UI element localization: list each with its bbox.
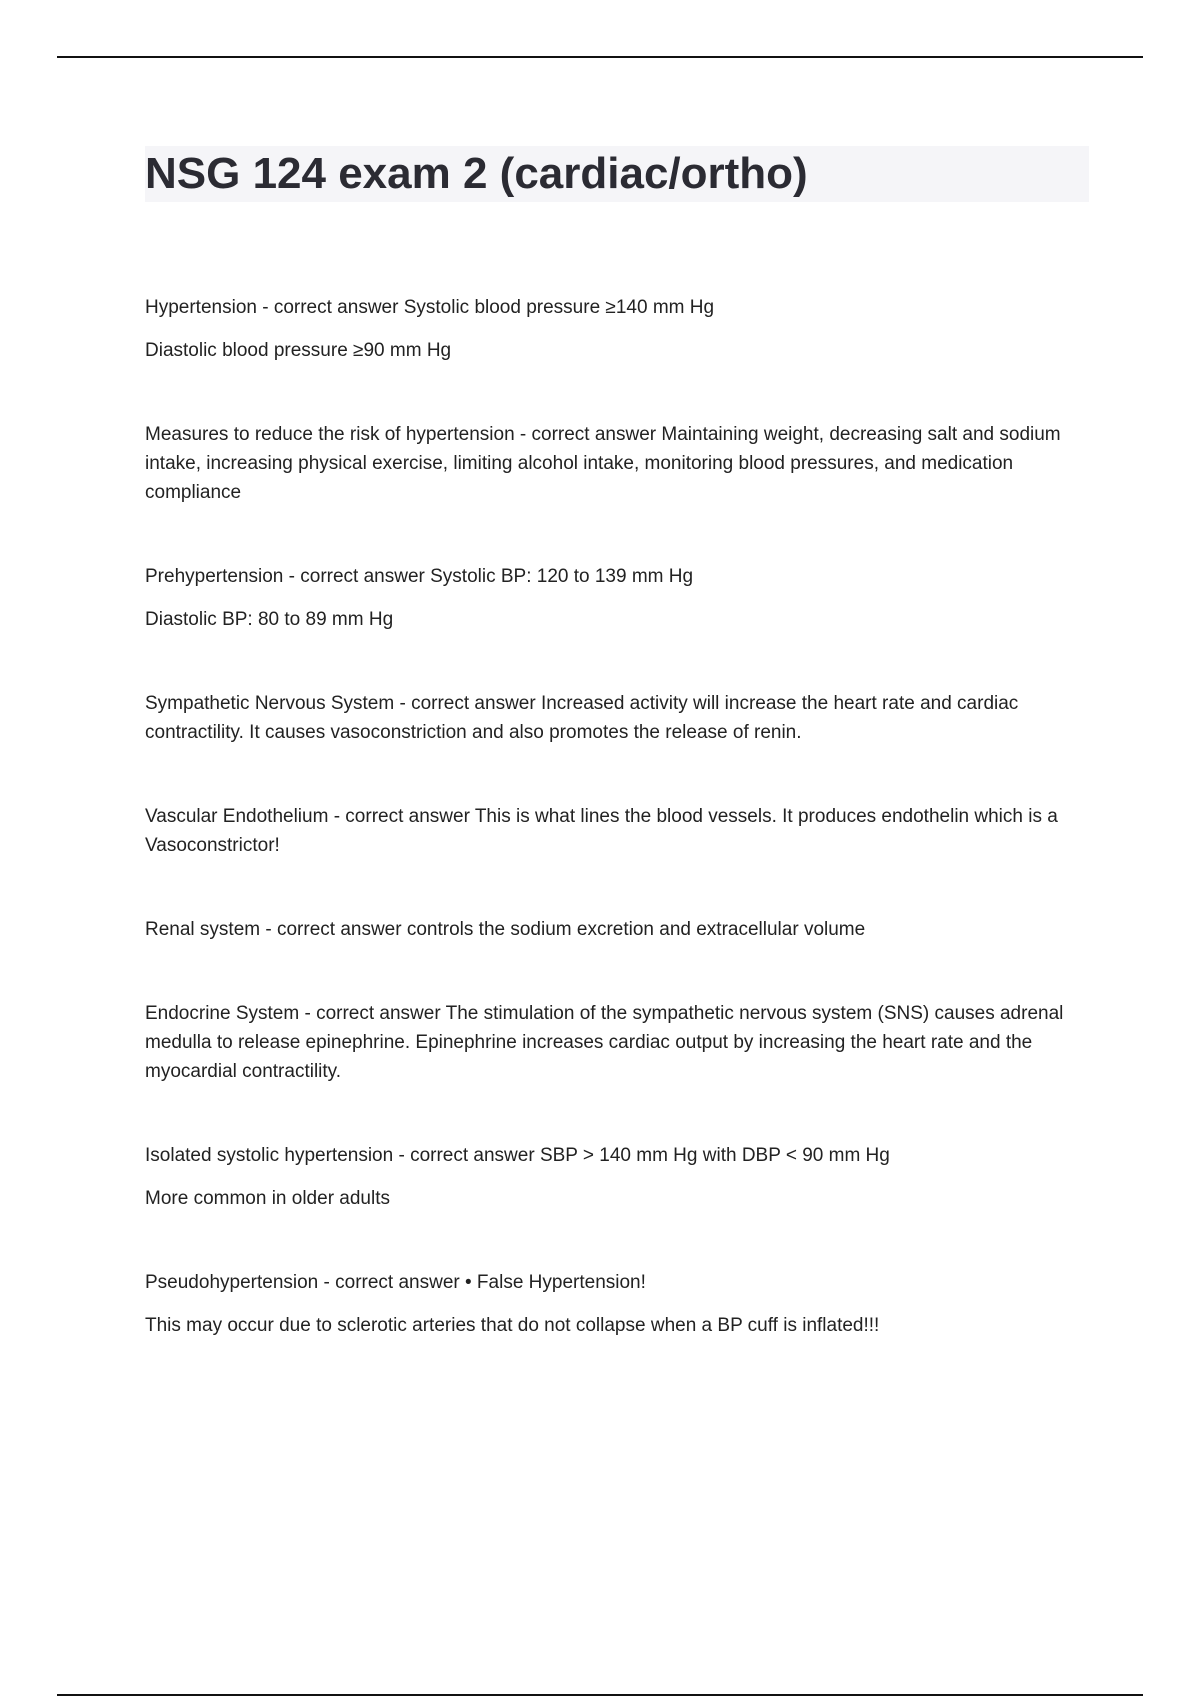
qa-line: Diastolic BP: 80 to 89 mm Hg bbox=[145, 609, 394, 630]
qa-entry-prehypertension bbox=[145, 562, 1090, 634]
qa-entry-sympathetic-nervous-system bbox=[145, 689, 1090, 747]
title-banner bbox=[145, 146, 1089, 202]
qa-line: Diastolic blood pressure ≥90 mm Hg bbox=[145, 340, 452, 361]
qa-line: Renal system - correct answer controls the sodium excretion and extracellular volume bbox=[145, 919, 866, 940]
qa-line: Measures to reduce the risk of hypertension - correct answer Maintaining weight, decreasing salt and sodium intake, increasing physical exercise, limiting alcohol intake, monitoring blood pressures, and medication compliance bbox=[145, 424, 1061, 503]
qa-entry-isolated-systolic-hypertension bbox=[145, 1141, 1090, 1213]
qa-entry-vascular-endothelium bbox=[145, 802, 1090, 860]
qa-entry-hypertension bbox=[145, 293, 1090, 365]
top-rule bbox=[57, 56, 1143, 58]
qa-line: Endocrine System - correct answer The stimulation of the sympathetic nervous system (SNS) causes adrenal medulla to release epinephrine. Epinephrine increases cardiac output by increasing the heart rate and the myocardial contractility. bbox=[145, 1003, 1064, 1082]
qa-entry-renal-system bbox=[145, 915, 1090, 944]
qa-line: Pseudohypertension - correct answer • False Hypertension! bbox=[145, 1272, 646, 1293]
qa-line: Prehypertension - correct answer Systolic BP: 120 to 139 mm Hg bbox=[145, 566, 694, 587]
qa-entry-risk-reduction bbox=[145, 420, 1090, 507]
qa-line: More common in older adults bbox=[145, 1188, 390, 1209]
qa-entry-endocrine-system bbox=[145, 999, 1090, 1086]
qa-entry-pseudohypertension bbox=[145, 1268, 1090, 1340]
qa-line: This may occur due to sclerotic arteries that do not collapse when a BP cuff is inflated!!! bbox=[145, 1315, 880, 1336]
page-title: NSG 124 exam 2 (cardiac/ortho) bbox=[145, 149, 808, 198]
bottom-rule bbox=[57, 1694, 1143, 1696]
qa-line: Hypertension - correct answer Systolic blood pressure ≥140 mm Hg bbox=[145, 297, 715, 318]
qa-line: Isolated systolic hypertension - correct answer SBP > 140 mm Hg with DBP < 90 mm Hg bbox=[145, 1145, 890, 1166]
qa-line: Vascular Endothelium - correct answer This is what lines the blood vessels. It produces endothelin which is a Vasoconstrictor! bbox=[145, 806, 1058, 856]
qa-line: Sympathetic Nervous System - correct answer Increased activity will increase the heart rate and cardiac contractility. It causes vasoconstriction and also promotes the release of renin. bbox=[145, 693, 1019, 743]
flashcard-list bbox=[145, 293, 1090, 1395]
